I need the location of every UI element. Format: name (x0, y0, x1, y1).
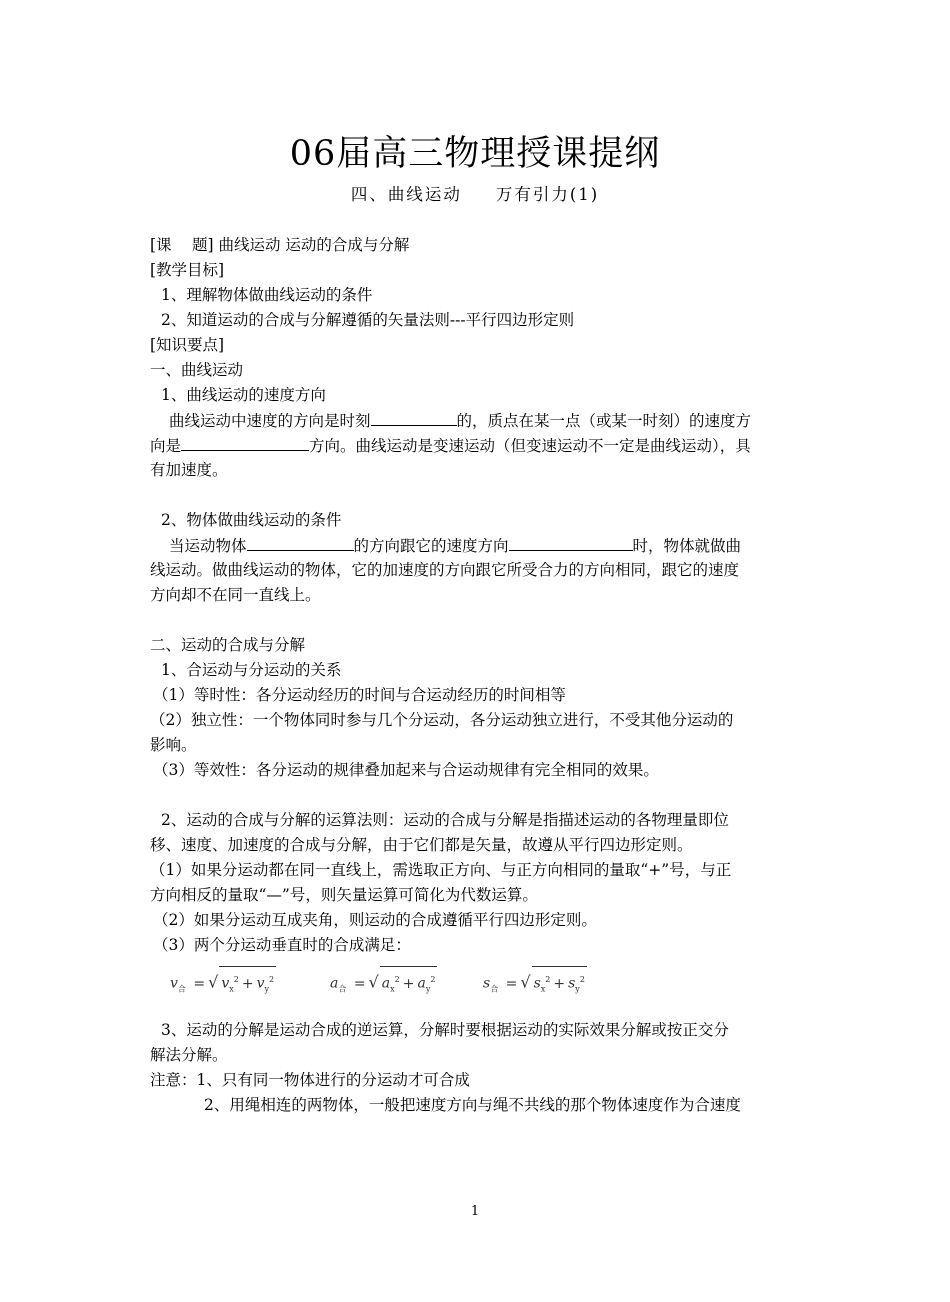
symbol: v (170, 975, 178, 992)
operator: = (353, 975, 366, 992)
paragraph-line: 解法分解。 (150, 1046, 228, 1064)
sqrt-sign: √ (520, 972, 531, 992)
subscript: x (390, 984, 395, 994)
displacement-formula (483, 966, 587, 1001)
subsection-2-2-heading: 2、运动的合成与分解的运算法则：运动的合成与分解是指描述运动的各物理量即位 (161, 811, 729, 829)
operator: = (505, 975, 518, 992)
list-item: （2）独立性：一个物体同时参与几个分运动，各分运动独立进行，不受其他分运动的 (150, 711, 734, 729)
fill-blank (371, 408, 457, 426)
operator: + (402, 975, 415, 992)
document-title: 06届高三物理授课提纲 (289, 134, 661, 174)
topic-line: [课 题] 曲线运动 运动的合成与分解 (150, 236, 410, 254)
paragraph-line: 有加速度。 (150, 461, 228, 479)
paragraph-line (150, 533, 802, 558)
subscript: y (575, 984, 580, 994)
exponent: 2 (233, 975, 239, 984)
text-segment: 曲线运动中速度的方向是时刻 (169, 412, 371, 430)
symbol: s (533, 975, 541, 992)
subscript: y (425, 984, 431, 994)
list-item: （1）如果分运动都在同一直线上，需选取正方向、与正方向相同的量取“+”号，与正 (150, 861, 732, 879)
objective-2: 2、知道运动的合成与分解遵循的矢量法则---平行四边形定则 (161, 311, 575, 329)
symbol: s (568, 975, 576, 992)
text-segment: 方向。曲线运动是变速运动（但变速运动不一定是曲线运动），具 (309, 437, 751, 455)
operator: + (553, 975, 566, 992)
formula-row (150, 958, 802, 1018)
list-item: （3）两个分运动垂直时的合成满足： (153, 936, 411, 954)
subscript: y (264, 984, 270, 994)
section-1-heading: 一、曲线运动 (150, 361, 244, 379)
symbol: s (483, 975, 491, 992)
fill-blank (247, 533, 354, 551)
subscript: x (540, 984, 546, 994)
subscript: 合 (177, 984, 186, 994)
exponent: 2 (579, 975, 585, 984)
document-subtitle (0, 183, 950, 207)
subscript: 合 (338, 984, 347, 994)
symbol: a (417, 975, 426, 992)
text-segment: 当运动物体 (169, 537, 247, 555)
radicand (380, 966, 438, 1001)
list-item: （2）如果分运动互成夹角，则运动的合成遵循平行四边形定则。 (153, 911, 597, 929)
symbol: a (381, 975, 391, 992)
section-2-heading: 二、运动的合成与分解 (150, 636, 306, 654)
text-segment: 的方向跟它的速度方向 (353, 537, 509, 555)
subtitle-chapter: 四、曲线运动 (350, 185, 462, 204)
exponent: 2 (545, 975, 551, 984)
list-item-continued: 方向相反的量取“—”号，则矢量运算可简化为代数运算。 (150, 886, 538, 904)
fill-blank (181, 433, 309, 451)
paragraph-line (150, 408, 802, 433)
exponent: 2 (430, 975, 436, 984)
sqrt-sign: √ (368, 972, 379, 992)
text-segment: 向是 (150, 437, 182, 455)
subtitle-topic: 万有引力(1) (495, 185, 600, 204)
velocity-formula (170, 966, 276, 1001)
operator: = (193, 975, 206, 992)
operator: + (241, 975, 254, 992)
page-number: 1 (470, 1204, 480, 1219)
symbol: v (221, 975, 230, 992)
acceleration-formula (330, 966, 437, 1001)
exponent: 2 (394, 975, 400, 984)
paragraph-line: 移、速度、加速度的合成与分解，由于它们都是矢量，故遵从平行四边形定则。 (150, 836, 693, 854)
sqrt-sign: √ (208, 972, 219, 992)
document-body (150, 233, 802, 1118)
key-points-heading: [知识要点] (150, 336, 225, 354)
text-segment: 的，质点在某一点（或某一时刻）的速度方 (456, 412, 752, 430)
note-line: 2、用绳相连的两物体，一般把速度方向与绳不共线的那个物体速度作为合速度 (204, 1096, 741, 1114)
fill-blank (509, 533, 633, 551)
list-item: （1）等时性：各分运动经历的时间与合运动经历的时间相等 (153, 686, 566, 704)
paragraph-line (150, 433, 802, 458)
subscript: 合 (490, 984, 499, 994)
paragraph-line: 线运动。做曲线运动的物体，它的加速度的方向跟它所受合力的方向相同，跟它的速度 (150, 561, 740, 579)
exponent: 2 (269, 975, 275, 984)
subscript: x (229, 984, 234, 994)
objectives-heading: [教学目标] (150, 261, 225, 279)
objective-1: 1、理解物体做曲线运动的条件 (161, 286, 373, 304)
list-item-continued: 影响。 (150, 736, 197, 754)
subsection-1-2-heading: 2、物体做曲线运动的条件 (161, 511, 342, 529)
list-item: （3）等效性：各分运动的规律叠加起来与合运动规律有完全相同的效果。 (153, 761, 659, 779)
note-line: 注意：1、只有同一物体进行的分运动才可合成 (150, 1071, 470, 1089)
symbol: a (330, 975, 339, 992)
subsection-1-1-heading: 1、曲线运动的速度方向 (161, 386, 326, 404)
subsection-2-1-heading: 1、合运动与分运动的关系 (161, 661, 342, 679)
paragraph-line: 方向却不在同一直线上。 (150, 586, 321, 604)
radicand (532, 966, 587, 1001)
text-segment: 时，物体就做曲 (632, 537, 742, 555)
symbol: v (256, 975, 265, 992)
radicand (219, 966, 276, 1001)
subsection-2-3-heading: 3、运动的分解是运动合成的逆运算，分解时要根据运动的实际效果分解或按正交分 (161, 1021, 729, 1039)
